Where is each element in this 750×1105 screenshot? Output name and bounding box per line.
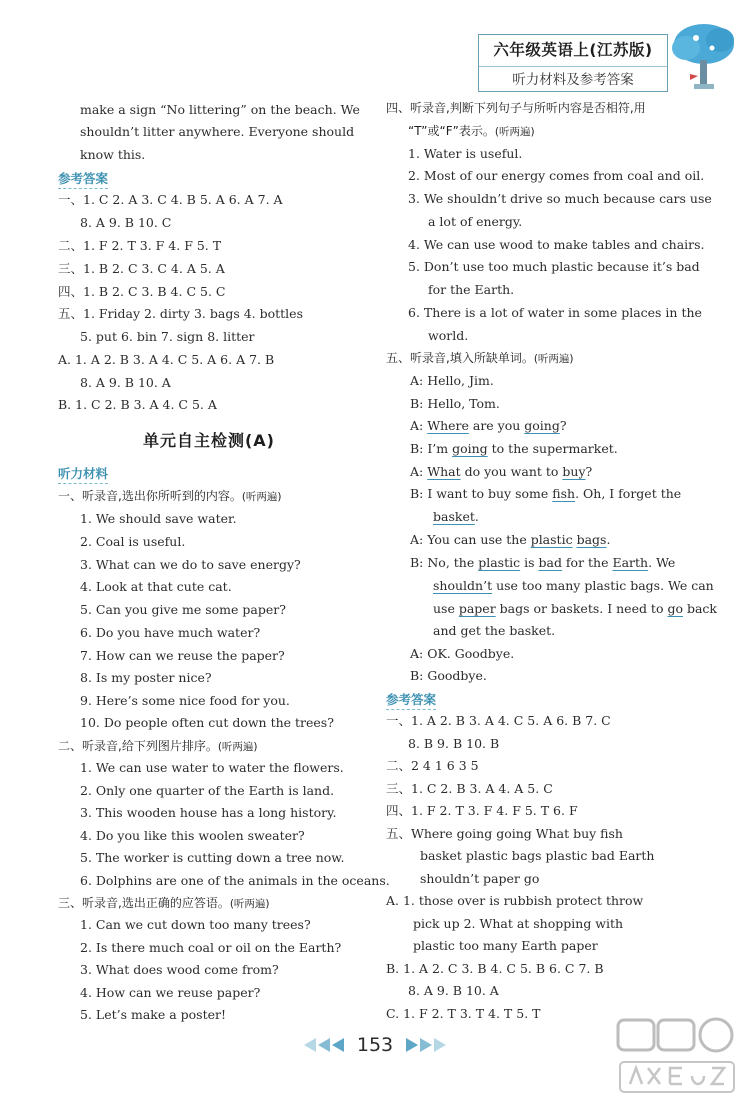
triangle-right-icon (420, 1038, 432, 1052)
list-item: 5. Let’s make a poster! (80, 1007, 227, 1022)
dialogue-line: basket. (433, 509, 479, 524)
answers-label-right: 参考答案 (386, 692, 436, 710)
book-subtitle: 听力材料及参考答案 (479, 66, 667, 88)
list-item: 3. We shouldn’t drive so much because cars use (408, 191, 712, 206)
dialogue-line: B: Hello, Tom. (410, 396, 500, 411)
list-item-continuation: a lot of energy. (428, 214, 523, 229)
dialogue-line: B: I want to buy some fish. Oh, I forget the (410, 486, 682, 501)
dialogue-line: A: Where are you going? (410, 418, 567, 433)
list-item: 2. Is there much coal or oil on the Earth? (80, 940, 342, 955)
list-item: 5. Don’t use too much plastic because it’s bad (408, 259, 700, 274)
list-item: 1. We can use water to water the flowers. (80, 760, 344, 775)
dialogue-line: B: I’m going to the supermarket. (410, 441, 618, 456)
list-item: 2. Most of our energy comes from coal and oil. (408, 168, 705, 183)
list-item: 4. We can use wood to make tables and chairs. (408, 237, 705, 252)
answer-line: 一、1. A 2. B 3. A 4. C 5. A 6. B 7. C (386, 713, 611, 728)
answers-label-left: 参考答案 (58, 171, 108, 189)
list-item: 1. Can we cut down too many trees? (80, 917, 311, 932)
section-4-title-line-1: 四、听录音,判断下列句子与所听内容是否相符,用 (386, 101, 646, 115)
triangle-right-icon (406, 1038, 418, 1052)
triangle-left-icon (318, 1038, 330, 1052)
page-number: 153 (356, 1034, 394, 1056)
triangle-left-icon (304, 1038, 316, 1052)
section-2-title: 二、听录音,给下列图片排序。(听两遍) (58, 739, 258, 753)
header-box (478, 34, 668, 92)
intro-line-3: know this. (80, 147, 146, 162)
list-item: 10. Do people often cut down the trees? (80, 715, 334, 730)
list-item: 6. Dolphins are one of the animals in the oceans. (80, 873, 390, 888)
answer-line: A. 1. A 2. B 3. A 4. C 5. A 6. A 7. B (58, 352, 275, 367)
answer-line: 五、Where going going What buy fish (386, 826, 623, 841)
list-item: 6. Do you have much water? (80, 625, 261, 640)
list-item: 2. Coal is useful. (80, 534, 186, 549)
list-item: 2. Only one quarter of the Earth is land. (80, 783, 335, 798)
list-item: 3. What can we do to save energy? (80, 557, 301, 572)
list-item: 7. How can we reuse the paper? (80, 648, 285, 663)
intro-line-1: make a sign “No littering” on the beach. We (80, 102, 360, 117)
dialogue-line: A: Hello, Jim. (410, 373, 494, 388)
answer-line: 四、1. B 2. C 3. B 4. C 5. C (58, 284, 226, 299)
answer-line: 一、1. C 2. A 3. C 4. B 5. A 6. A 7. A (58, 192, 283, 207)
answer-line: 二、1. F 2. T 3. F 4. F 5. T (58, 238, 222, 253)
triangle-left-icon (332, 1038, 344, 1052)
materials-label: 听力材料 (58, 466, 108, 484)
answer-line: 8. A 9. B 10. C (80, 215, 172, 230)
list-item: 8. Is my poster nice? (80, 670, 212, 685)
list-item: 5. The worker is cutting down a tree now. (80, 850, 345, 865)
section-5-title: 五、听录音,填入所缺单词。(听两遍) (386, 351, 574, 365)
tree-icon (668, 18, 738, 98)
list-item: 3. This wooden house has a long history. (80, 805, 337, 820)
unit-title: 单元自主检测(A) (142, 431, 275, 450)
answer-line: B. 1. C 2. B 3. A 4. C 5. A (58, 397, 217, 412)
section-1-title: 一、听录音,选出你所听到的内容。(听两遍) (58, 489, 282, 503)
list-item-continuation: world. (428, 328, 469, 343)
triangle-right-icon (434, 1038, 446, 1052)
answer-line: 5. put 6. bin 7. sign 8. litter (80, 329, 255, 344)
answer-line: 8. B 9. B 10. B (408, 736, 500, 751)
answer-line: 四、1. F 2. T 3. F 4. F 5. T 6. F (386, 803, 578, 818)
list-item: 1. Water is useful. (408, 146, 523, 161)
dialogue-line: A: You can use the plastic bags. (410, 532, 611, 547)
answer-line: 三、1. B 2. C 3. C 4. A 5. A (58, 261, 225, 276)
dialogue-line: B: No, the plastic is bad for the Earth. We (410, 555, 676, 570)
list-item: 6. There is a lot of water in some places in the (408, 305, 702, 320)
dialogue-line: B: Goodbye. (410, 668, 487, 683)
answer-line: B. 1. A 2. C 3. B 4. C 5. B 6. C 7. B (386, 961, 604, 976)
list-item-continuation: for the Earth. (428, 282, 515, 297)
dialogue-line: and get the basket. (433, 623, 556, 638)
answer-line: C. 1. F 2. T 3. T 4. T 5. T (386, 1006, 541, 1021)
dialogue-line: shouldn’t use too many plastic bags. We can (433, 578, 714, 593)
section-3-title: 三、听录音,选出正确的应答语。(听两遍) (58, 896, 270, 910)
watermark-logo (612, 1010, 742, 1100)
list-item: 4. How can we reuse paper? (80, 985, 261, 1000)
list-item: 5. Can you give me some paper? (80, 602, 286, 617)
answer-line: 五、1. Friday 2. dirty 3. bags 4. bottles (58, 306, 303, 321)
answer-line: basket plastic bags plastic bad Earth (420, 848, 655, 863)
list-item: 3. What does wood come from? (80, 962, 279, 977)
answer-line: pick up 2. What at shopping with (413, 916, 624, 931)
answer-line: plastic too many Earth paper (413, 938, 598, 953)
answer-line: A. 1. those over is rubbish protect throw (386, 893, 644, 908)
answer-line: shouldn’t paper go (420, 871, 540, 886)
dialogue-line: A: What do you want to buy? (410, 464, 593, 479)
answer-line: 三、1. C 2. B 3. A 4. A 5. C (386, 781, 553, 796)
section-4-title-line-2: “T”或“F”表示。(听两遍) (408, 124, 535, 138)
list-item: 4. Do you like this woolen sweater? (80, 828, 305, 843)
book-title: 六年级英语上(江苏版) (493, 41, 653, 59)
intro-line-2: shouldn’t litter anywhere. Everyone should (80, 124, 355, 139)
answer-line: 二、2 4 1 6 3 5 (386, 758, 479, 773)
list-item: 4. Look at that cute cat. (80, 579, 232, 594)
dialogue-line: use paper bags or baskets. I need to go back (433, 601, 718, 616)
answer-line: 8. A 9. B 10. A (408, 983, 499, 998)
list-item: 1. We should save water. (80, 511, 237, 526)
answer-line: 8. A 9. B 10. A (80, 375, 171, 390)
list-item: 9. Here’s some nice food for you. (80, 693, 290, 708)
dialogue-line: A: OK. Goodbye. (410, 646, 515, 661)
